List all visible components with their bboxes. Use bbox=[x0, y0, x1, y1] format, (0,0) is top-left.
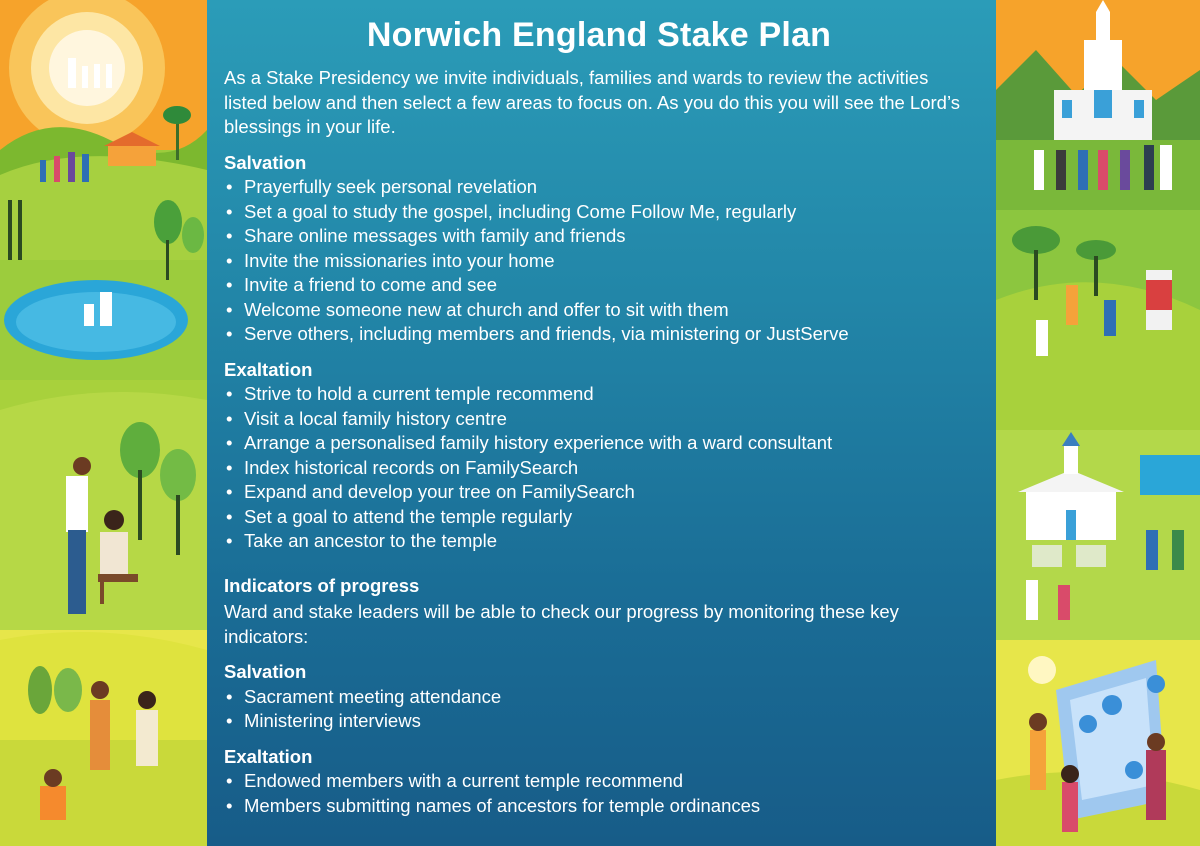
list-item: • Take an ancestor to the temple bbox=[224, 529, 974, 554]
list-item: • Arrange a personalised family history experience with a ward consultant bbox=[224, 431, 974, 456]
indicator-salvation-heading: Salvation bbox=[224, 661, 307, 682]
list-item: • Prayerfully seek personal revelation bbox=[224, 175, 974, 200]
indicator-exaltation-list bbox=[224, 769, 974, 818]
indicator-salvation-section bbox=[224, 660, 974, 734]
list-item: • Invite the missionaries into your home bbox=[224, 249, 974, 274]
indicators-text: Ward and stake leaders will be able to check our progress by monitoring these key indicators: bbox=[224, 601, 899, 647]
salvation-list bbox=[224, 175, 974, 347]
list-item: • Strive to hold a current temple recommend bbox=[224, 382, 974, 407]
list-item: • Index historical records on FamilySearch bbox=[224, 456, 974, 481]
exaltation-heading: Exaltation bbox=[224, 358, 313, 380]
indicator-salvation-list bbox=[224, 685, 974, 734]
list-item: • Set a goal to attend the temple regularly bbox=[224, 505, 974, 530]
list-item: • Sacrament meeting attendance bbox=[224, 685, 974, 710]
list-item: • Welcome someone new at church and offer to sit with them bbox=[224, 298, 974, 323]
indicator-exaltation-section bbox=[224, 745, 974, 819]
list-item: • Serve others, including members and friends, via ministering or JustServe bbox=[224, 322, 974, 347]
list-item: • Ministering interviews bbox=[224, 709, 974, 734]
page-title: Norwich England Stake Plan bbox=[366, 16, 832, 54]
list-item: • Expand and develop your tree on FamilySearch bbox=[224, 480, 974, 505]
list-item: • Share online messages with family and friends bbox=[224, 224, 974, 249]
list-item: • Endowed members with a current temple recommend bbox=[224, 769, 974, 794]
salvation-section bbox=[224, 151, 974, 347]
list-item: • Invite a friend to come and see bbox=[224, 273, 974, 298]
left-illustration bbox=[0, 0, 207, 846]
right-illustration bbox=[996, 0, 1200, 846]
left-illustration-art bbox=[0, 0, 207, 846]
list-item: • Set a goal to study the gospel, including Come Follow Me, regularly bbox=[224, 200, 974, 225]
intro-text: As a Stake Presidency we invite individuals, families and wards to review the activities listed below and then select a few areas to focus on. As you do this you will see the Lord’s blessings in your life. bbox=[224, 67, 960, 137]
exaltation-list bbox=[224, 382, 974, 554]
indicators-section bbox=[224, 574, 974, 650]
indicator-exaltation-heading: Exaltation bbox=[224, 745, 313, 767]
right-illustration-art bbox=[996, 0, 1200, 846]
indicators-heading: Indicators of progress bbox=[224, 574, 420, 596]
stake-plan-panel bbox=[207, 0, 996, 846]
list-item: • Members submitting names of ancestors for temple ordinances bbox=[224, 794, 974, 819]
list-item: • Visit a local family history centre bbox=[224, 407, 974, 432]
salvation-heading: Salvation bbox=[224, 151, 307, 173]
exaltation-section bbox=[224, 358, 974, 554]
